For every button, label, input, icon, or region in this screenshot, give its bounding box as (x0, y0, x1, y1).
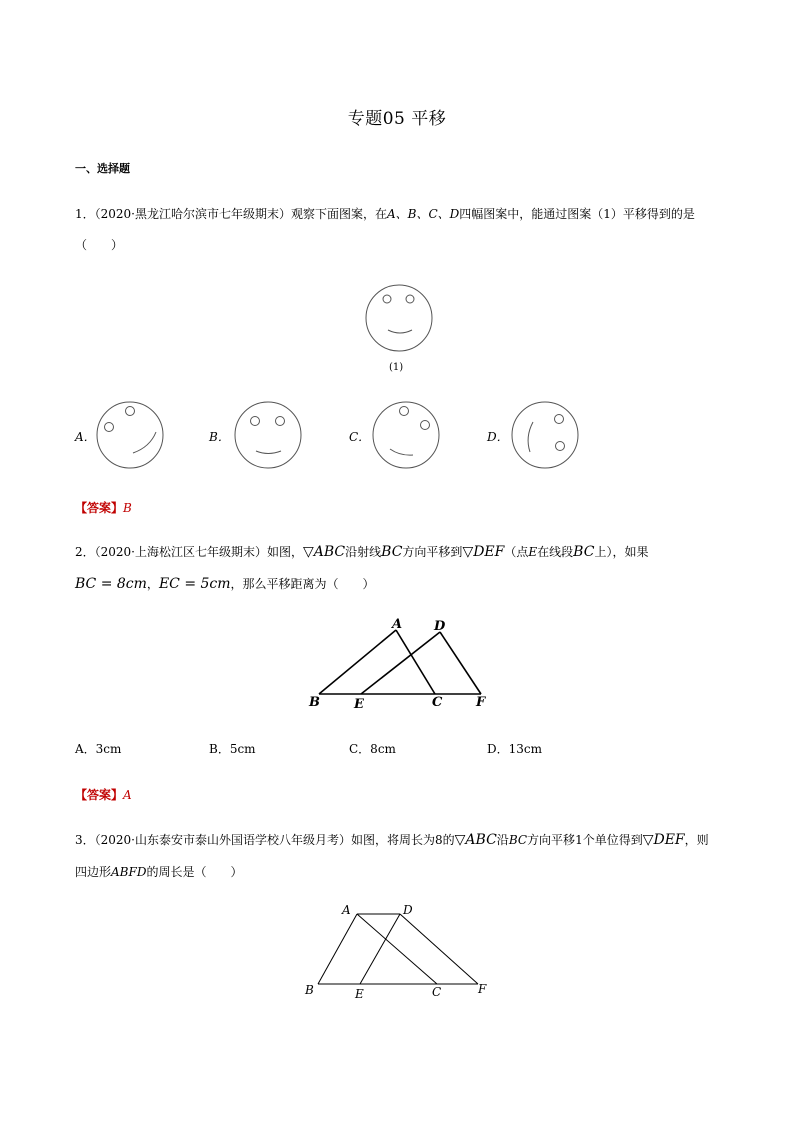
q3-label-c: C (432, 985, 442, 999)
q3-label-d: D (403, 903, 413, 917)
question-3-stem: 3．（2020·山东泰安市泰山外国语学校八年级月考）如图，将周长为8的▽ABC沿BC方向平移1个单位得到▽DEF，则 (75, 832, 709, 848)
question-1-blank: （ ） (75, 238, 124, 252)
q2-label-f: F (476, 695, 486, 710)
q2-option-a: A．3cm (75, 742, 122, 756)
q1-figure-caption: (1) (389, 362, 404, 373)
q2-label-a: A (392, 617, 403, 632)
question-3-line-2: 四边形ABFD的周长是（ ） (75, 865, 243, 879)
q2-option-d: D．13cm (487, 742, 542, 756)
q1-option-b-label: B． (209, 430, 230, 444)
q3-label-e: E (355, 987, 364, 1001)
question-1-letters: A、B、C、D (387, 207, 460, 221)
q2-label-d: D (434, 619, 446, 634)
section-heading: 一、选择题 (75, 162, 130, 175)
q2-option-b: B．5cm (209, 742, 256, 756)
question-1-text-a: （2020·黑龙江哈尔滨市七年级期末）观察下面图案，在 (94, 207, 387, 221)
q1-face-d (512, 402, 578, 468)
question-2-stem: 2．（2020·上海松江区七年级期末）如图，▽ABC沿射线BC方向平移到▽DEF（点E在线段BC上），如果 (75, 544, 649, 560)
question-2-line-2: BC = 8cm，EC = 5cm，那么平移距离为（ ） (75, 576, 375, 592)
q3-label-a: A (342, 903, 351, 917)
q1-face-a (97, 402, 163, 468)
q1-face-c (373, 402, 439, 468)
question-1-text-b: 四幅图案中，能通过图案（1）平移得到的是 (459, 207, 695, 221)
q2-label-c: C (432, 695, 443, 710)
q2-answer: 【答案】A (75, 788, 132, 802)
q2-option-c: C．8cm (349, 742, 396, 756)
q3-trapezoid-figure (318, 914, 478, 984)
q1-face-b (235, 402, 301, 468)
q2-label-b: B (309, 695, 320, 710)
question-1-number: 1． (75, 207, 95, 221)
q1-reference-face (366, 285, 432, 351)
q2-triangle-figure (319, 630, 481, 694)
q2-label-e: E (354, 697, 364, 712)
q1-option-a-label: A． (75, 430, 96, 444)
q3-label-b: B (305, 983, 314, 997)
q3-label-f: F (478, 982, 487, 996)
q1-option-d-label: D． (487, 430, 509, 444)
answer-label: 【答案】 (75, 501, 124, 515)
q1-answer (75, 499, 132, 516)
q1-option-c-label: C． (349, 430, 371, 444)
page-title: 专题05 平移 (347, 109, 447, 129)
answer-value: B (123, 501, 132, 515)
